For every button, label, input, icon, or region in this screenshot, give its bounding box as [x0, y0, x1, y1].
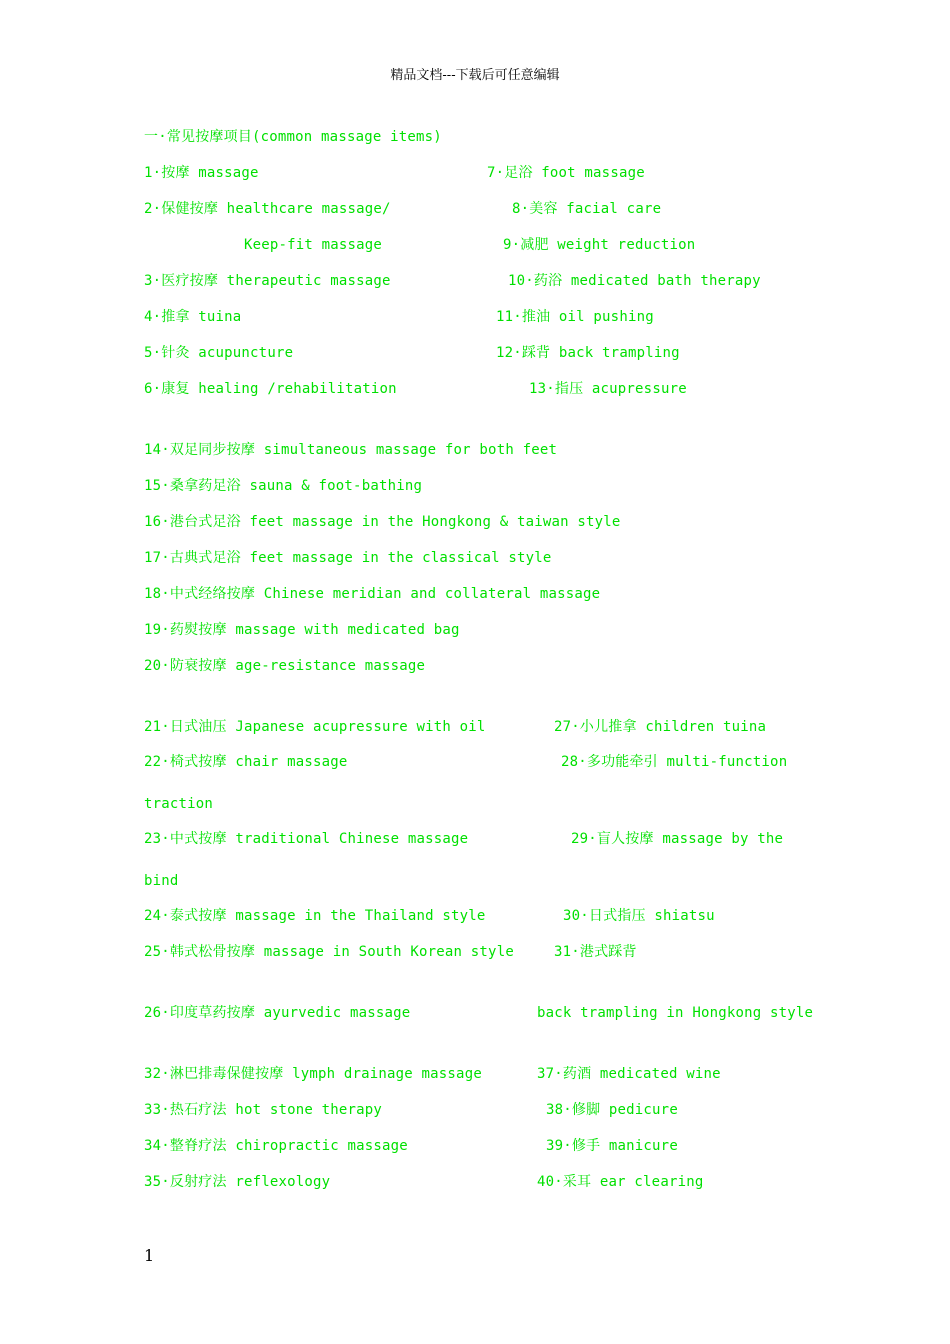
- list-item-19: 19·药熨按摩 massage with medicated bag: [144, 622, 460, 638]
- list-item-35: 35·反射疗法 reflexology: [144, 1174, 331, 1190]
- list-item-9: 9·减肥 weight reduction: [503, 237, 696, 253]
- list-item-17: 17·古典式足浴 feet massage in the classical style: [144, 550, 552, 566]
- list-item-5: 5·针灸 acupuncture: [144, 345, 294, 361]
- list-item-20: 20·防衰按摩 age-resistance massage: [144, 658, 426, 674]
- list-item-21: 21·日式油压 Japanese acupressure with oil: [144, 719, 486, 735]
- list-item-13: 13·指压 acupressure: [529, 381, 687, 397]
- list-item-26: 26·印度草药按摩 ayurvedic massage: [144, 1005, 411, 1021]
- list-item-38: 38·修脚 pedicure: [546, 1102, 678, 1118]
- list-item-29: 29·盲人按摩 massage by the: [571, 831, 784, 847]
- section-title: 一·常见按摩项目(common massage items): [144, 129, 442, 145]
- list-item-28: 28·多功能牵引 multi-function: [561, 754, 788, 770]
- list-item-31: 31·港式踩背: [554, 944, 637, 960]
- list-item-7: 7·足浴 foot massage: [487, 165, 645, 181]
- list-item-23: 23·中式按摩 traditional Chinese massage: [144, 831, 469, 847]
- list-item-33: 33·热石疗法 hot stone therapy: [144, 1102, 383, 1118]
- list-item-1: 1·按摩 massage: [144, 165, 259, 181]
- list-item-18: 18·中式经络按摩 Chinese meridian and collateral massage: [144, 586, 601, 602]
- list-item-22: 22·椅式按摩 chair massage: [144, 754, 348, 770]
- list-item-12: 12·踩背 back trampling: [496, 345, 680, 361]
- list-item-34: 34·整脊疗法 chiropractic massage: [144, 1138, 408, 1154]
- list-item-29-continued: bind: [144, 873, 179, 889]
- list-item-11: 11·推油 oil pushing: [496, 309, 654, 325]
- list-item-3: 3·医疗按摩 therapeutic massage: [144, 273, 391, 289]
- list-item-31-continued: back trampling in Hongkong style: [537, 1005, 814, 1021]
- list-item-25: 25·韩式松骨按摩 massage in South Korean style: [144, 944, 514, 960]
- list-item-15: 15·桑拿药足浴 sauna & foot-bathing: [144, 478, 423, 494]
- list-item-8: 8·美容 facial care: [512, 201, 662, 217]
- list-item-40: 40·采耳 ear clearing: [537, 1174, 704, 1190]
- list-item-6: 6·康复 healing /rehabilitation: [144, 381, 397, 397]
- list-item-32: 32·淋巴排毒保健按摩 lymph drainage massage: [144, 1066, 482, 1082]
- list-item-16: 16·港台式足浴 feet massage in the Hongkong & taiwan style: [144, 514, 621, 530]
- list-item-2-continued: Keep-fit massage: [244, 237, 383, 253]
- list-item-2: 2·保健按摩 healthcare massage/: [144, 201, 391, 217]
- page-number: 1: [144, 1246, 155, 1265]
- list-item-37: 37·药酒 medicated wine: [537, 1066, 721, 1082]
- list-item-39: 39·修手 manicure: [546, 1138, 678, 1154]
- page-header: 精品文档---下载后可任意编辑: [390, 68, 560, 83]
- list-item-30: 30·日式指压 shiatsu: [563, 908, 715, 924]
- list-item-27: 27·小儿推拿 children tuina: [554, 719, 767, 735]
- list-item-4: 4·推拿 tuina: [144, 309, 242, 325]
- list-item-14: 14·双足同步按摩 simultaneous massage for both feet: [144, 442, 558, 458]
- list-item-28-continued: traction: [144, 796, 214, 812]
- list-item-24: 24·泰式按摩 massage in the Thailand style: [144, 908, 486, 924]
- list-item-10: 10·药浴 medicated bath therapy: [508, 273, 761, 289]
